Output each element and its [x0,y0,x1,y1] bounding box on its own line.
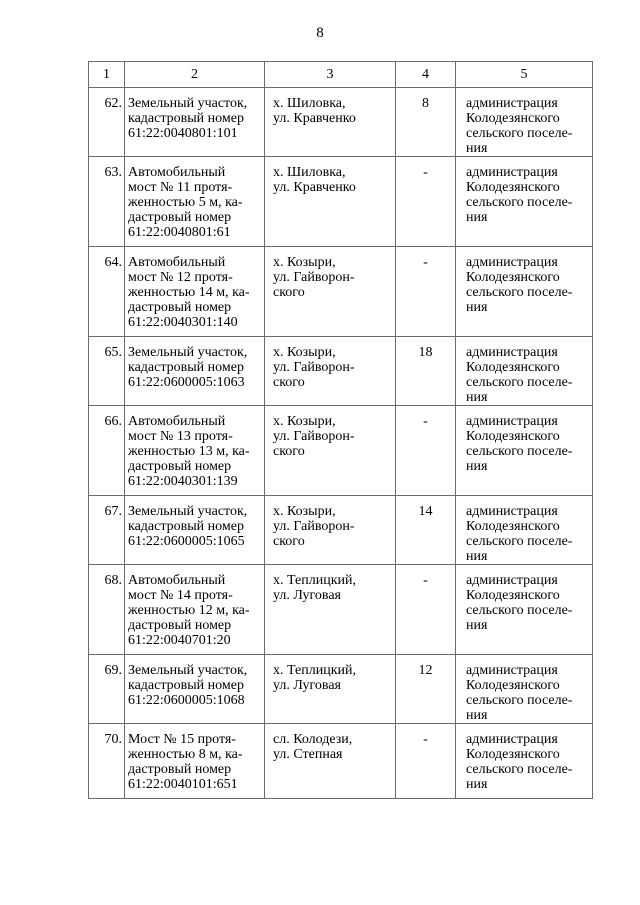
object-address: х. Шиловка, ул. Кравченко [265,157,396,247]
object-quantity: 18 [396,337,456,406]
property-table [88,61,593,799]
object-quantity: 12 [396,655,456,724]
object-description: Автомобильный мост № 13 протя- женностью 13 м, ка- дастровый номер 61:22:0040301:139 [125,406,265,496]
rights-holder: администрация Колодезянского сельского поселе- ния [456,88,593,157]
object-address: х. Козыри, ул. Гайворон- ского [265,337,396,406]
header-cell: 5 [456,62,593,88]
object-quantity: - [396,157,456,247]
row-number: 67. [89,496,125,565]
object-description: Земельный участок, кадастровый номер 61:22:0600005:1063 [125,337,265,406]
object-description: Автомобильный мост № 12 протя- женностью 14 м, ка- дастровый номер 61:22:0040301:140 [125,247,265,337]
table-row [89,724,593,799]
rights-holder: администрация Колодезянского сельского поселе- ния [456,655,593,724]
row-number: 66. [89,406,125,496]
table-row [89,565,593,655]
row-number: 64. [89,247,125,337]
object-address: х. Теплицкий, ул. Луговая [265,565,396,655]
rights-holder: администрация Колодезянского сельского поселе- ния [456,247,593,337]
rights-holder: администрация Колодезянского сельского поселе- ния [456,565,593,655]
row-number: 62. [89,88,125,157]
rights-holder: администрация Колодезянского сельского поселе- ния [456,157,593,247]
table-row [89,655,593,724]
header-cell: 4 [396,62,456,88]
rights-holder: администрация Колодезянского сельского поселе- ния [456,406,593,496]
object-quantity: 8 [396,88,456,157]
row-number: 70. [89,724,125,799]
object-quantity: - [396,724,456,799]
object-description: Земельный участок, кадастровый номер 61:22:0600005:1065 [125,496,265,565]
row-number: 65. [89,337,125,406]
object-address: сл. Колодези, ул. Степная [265,724,396,799]
object-address: х. Козыри, ул. Гайворон- ского [265,247,396,337]
object-description: Мост № 15 протя- женностью 8 м, ка- дастровый номер 61:22:0040101:651 [125,724,265,799]
rights-holder: администрация Колодезянского сельского поселе- ния [456,496,593,565]
table-row [89,406,593,496]
rights-holder: администрация Колодезянского сельского поселе- ния [456,337,593,406]
object-address: х. Козыри, ул. Гайворон- ского [265,496,396,565]
header-cell: 2 [125,62,265,88]
object-quantity: - [396,247,456,337]
table-header-row [89,62,593,88]
table-row [89,88,593,157]
object-address: х. Шиловка, ул. Кравченко [265,88,396,157]
header-cell: 3 [265,62,396,88]
page-number: 8 [316,25,324,41]
object-quantity: - [396,565,456,655]
table-row [89,247,593,337]
row-number: 63. [89,157,125,247]
object-quantity: - [396,406,456,496]
table-row [89,496,593,565]
rights-holder: администрация Колодезянского сельского поселе- ния [456,724,593,799]
table-row [89,337,593,406]
row-number: 68. [89,565,125,655]
header-cell: 1 [89,62,125,88]
object-address: х. Козыри, ул. Гайворон- ского [265,406,396,496]
object-description: Земельный участок, кадастровый номер 61:22:0600005:1068 [125,655,265,724]
object-description: Автомобильный мост № 14 протя- женностью 12 м, ка- дастровый номер 61:22:0040701:20 [125,565,265,655]
table-row [89,157,593,247]
object-address: х. Теплицкий, ул. Луговая [265,655,396,724]
object-quantity: 14 [396,496,456,565]
row-number: 69. [89,655,125,724]
object-description: Автомобильный мост № 11 протя- женностью 5 м, ка- дастровый номер 61:22:0040801:61 [125,157,265,247]
object-description: Земельный участок, кадастровый номер 61:22:0040801:101 [125,88,265,157]
